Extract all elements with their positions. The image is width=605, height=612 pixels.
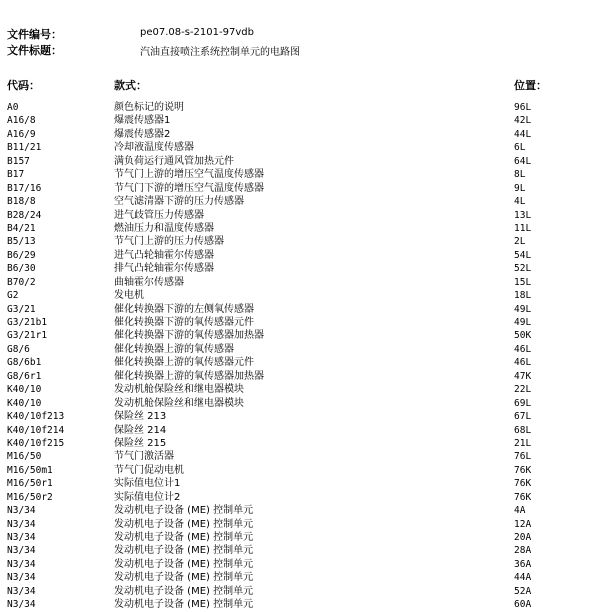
component-code: A16/9 — [7, 128, 36, 140]
component-position: 69L — [514, 397, 532, 409]
component-description: 催化转换器上游的氧传感器元件 — [114, 357, 254, 369]
component-position: 60A — [514, 599, 532, 611]
component-code: M16/50m1 — [7, 464, 53, 476]
component-code: B11/21 — [7, 142, 42, 154]
component-code: K40/10 — [7, 397, 42, 409]
component-description: 曲轴霍尔传感器 — [114, 276, 184, 288]
component-position: 68L — [514, 424, 532, 436]
component-position: 15L — [514, 276, 532, 288]
component-description: 发动机电子设备 (ME) 控制单元 — [114, 545, 254, 557]
component-position: 44A — [514, 572, 532, 584]
component-position: 42L — [514, 115, 532, 127]
component-position: 12A — [514, 518, 532, 530]
component-position: 21L — [514, 437, 532, 449]
file-number-value: pe07.08-s-2101-97vdb — [140, 27, 254, 38]
component-position: 4A — [514, 505, 526, 517]
component-code: N3/34 — [7, 558, 36, 570]
column-header-position: 位置： — [514, 79, 547, 92]
component-description: 节气门激活器 — [114, 451, 174, 463]
component-description: 进气凸轮轴霍尔传感器 — [114, 249, 214, 261]
component-position: 2L — [514, 236, 526, 248]
list-item — [0, 558, 605, 571]
component-code: B6/30 — [7, 263, 36, 275]
list-item — [0, 195, 605, 208]
component-description: 节气门上游的压力传感器 — [114, 236, 224, 248]
component-code: K40/10f214 — [7, 424, 65, 436]
component-code: G2 — [7, 290, 19, 302]
component-code: A16/8 — [7, 115, 36, 127]
component-description: 节气门上游的增压空气温度传感器 — [114, 169, 264, 181]
list-item — [0, 329, 605, 342]
component-position: 11L — [514, 222, 532, 234]
list-item — [0, 303, 605, 316]
component-code: A0 — [7, 102, 19, 113]
component-description: 满负荷运行通风管加热元件 — [114, 155, 234, 167]
component-position: 76L — [514, 451, 532, 463]
component-position: 50K — [514, 330, 532, 342]
component-description: 催化转换器下游的氧传感器加热器 — [114, 330, 264, 342]
list-item — [0, 383, 605, 396]
component-description: 发动机电子设备 (ME) 控制单元 — [114, 518, 254, 530]
component-description: 爆震传感器1 — [114, 115, 171, 127]
list-item — [0, 343, 605, 356]
list-item — [0, 141, 605, 154]
component-code: G3/21r1 — [7, 330, 48, 342]
list-item — [0, 276, 605, 289]
component-code: B4/21 — [7, 222, 36, 234]
list-item — [0, 155, 605, 168]
component-position: 54L — [514, 249, 532, 261]
component-description: 节气门促动电机 — [114, 464, 184, 476]
component-code: B17/16 — [7, 182, 42, 194]
component-description: 发动机电子设备 (ME) 控制单元 — [114, 532, 254, 543]
list-item — [0, 114, 605, 127]
component-position: 76K — [514, 478, 532, 490]
component-position: 67L — [514, 411, 532, 423]
component-code: M16/50r2 — [7, 491, 53, 503]
component-description: 实际值电位计2 — [114, 491, 181, 503]
component-description: 催化转换器上游的氧传感器加热器 — [114, 370, 264, 382]
column-header-code: 代码： — [7, 79, 40, 92]
component-description: 爆震传感器2 — [114, 128, 171, 140]
component-position: 36A — [514, 558, 532, 570]
list-item — [0, 356, 605, 369]
list-item — [0, 128, 605, 141]
component-position: 44L — [514, 128, 532, 140]
component-code: G8/6 — [7, 343, 30, 355]
list-item — [0, 544, 605, 557]
component-description: 颜色标记的说明 — [114, 102, 184, 113]
component-position: 49L — [514, 303, 532, 315]
component-description: 发动机电子设备 (ME) 控制单元 — [114, 505, 254, 517]
component-code: N3/34 — [7, 585, 36, 597]
list-item — [0, 437, 605, 450]
list-item — [0, 397, 605, 410]
component-code: K40/10f213 — [7, 411, 65, 423]
component-code: G8/6b1 — [7, 357, 42, 369]
component-code: G8/6r1 — [7, 370, 42, 382]
file-number-label: 文件编号： — [7, 28, 62, 41]
component-description: 催化转换器下游的左侧氧传感器 — [114, 303, 254, 315]
list-item — [0, 262, 605, 275]
component-code: B5/13 — [7, 236, 36, 248]
column-header-description: 款式： — [114, 79, 147, 92]
component-description: 冷却液温度传感器 — [114, 142, 194, 154]
list-item — [0, 209, 605, 222]
component-position: 46L — [514, 343, 532, 355]
component-description: 催化转换器下游的氧传感器元件 — [114, 317, 254, 328]
component-description: 节气门下游的增压空气温度传感器 — [114, 182, 264, 194]
component-description: 发动机电子设备 (ME) 控制单元 — [114, 599, 254, 611]
component-position: 76K — [514, 464, 532, 476]
component-description: 实际值电位计1 — [114, 478, 181, 490]
component-position: 47K — [514, 370, 532, 382]
component-code: G3/21 — [7, 303, 36, 315]
component-description: 保险丝 214 — [114, 424, 167, 436]
component-description: 保险丝 215 — [114, 437, 167, 449]
component-position: 28A — [514, 545, 532, 557]
component-code: B157 — [7, 155, 30, 167]
component-position: 6L — [514, 142, 526, 154]
list-item — [0, 424, 605, 437]
list-item — [0, 249, 605, 262]
component-code: B18/8 — [7, 196, 36, 208]
component-description: 发动机电子设备 (ME) 控制单元 — [114, 572, 254, 584]
list-item — [0, 464, 605, 477]
component-position: 9L — [514, 182, 526, 194]
list-item — [0, 585, 605, 598]
component-code: B70/2 — [7, 276, 36, 288]
component-position: 49L — [514, 317, 532, 328]
component-description: 发动机舱保险丝和继电器模块 — [114, 397, 244, 409]
list-item — [0, 101, 605, 114]
list-item — [0, 182, 605, 195]
list-item — [0, 316, 605, 329]
component-description: 发动机舱保险丝和继电器模块 — [114, 384, 244, 396]
list-item — [0, 450, 605, 463]
component-description: 发动机电子设备 (ME) 控制单元 — [114, 558, 254, 570]
component-list — [0, 101, 605, 612]
list-item — [0, 222, 605, 235]
list-item — [0, 598, 605, 611]
list-item — [0, 410, 605, 423]
list-item — [0, 571, 605, 584]
list-item — [0, 531, 605, 544]
component-position: 22L — [514, 384, 532, 396]
file-title-label: 文件标题： — [7, 44, 62, 57]
component-position: 64L — [514, 155, 532, 167]
component-description: 发电机 — [114, 290, 144, 302]
component-code: M16/50r1 — [7, 478, 53, 490]
component-code: G3/21b1 — [7, 317, 48, 328]
component-code: N3/34 — [7, 532, 36, 543]
component-position: 76K — [514, 491, 532, 503]
component-description: 燃油压力和温度传感器 — [114, 222, 214, 234]
component-code: N3/34 — [7, 545, 36, 557]
list-item — [0, 370, 605, 383]
component-description: 进气歧管压力传感器 — [114, 209, 204, 221]
component-description: 催化转换器上游的氧传感器 — [114, 343, 234, 355]
component-code: N3/34 — [7, 505, 36, 517]
component-position: 4L — [514, 196, 526, 208]
component-position: 13L — [514, 209, 532, 221]
component-code: N3/34 — [7, 572, 36, 584]
list-item — [0, 289, 605, 302]
list-item — [0, 477, 605, 490]
component-position: 96L — [514, 102, 532, 113]
component-description: 发动机电子设备 (ME) 控制单元 — [114, 585, 254, 597]
component-position: 46L — [514, 357, 532, 369]
list-item — [0, 518, 605, 531]
component-description: 空气滤清器下游的压力传感器 — [114, 196, 244, 208]
component-code: B28/24 — [7, 209, 42, 221]
component-code: B6/29 — [7, 249, 36, 261]
component-description: 保险丝 213 — [114, 411, 167, 423]
component-code: K40/10 — [7, 384, 42, 396]
component-position: 20A — [514, 532, 532, 543]
component-position: 18L — [514, 290, 532, 302]
list-item — [0, 168, 605, 181]
component-code: B17 — [7, 169, 25, 181]
component-position: 52A — [514, 585, 532, 597]
component-code: K40/10f215 — [7, 437, 65, 449]
component-code: M16/50 — [7, 451, 42, 463]
component-code: N3/34 — [7, 599, 36, 611]
list-item — [0, 491, 605, 504]
component-position: 52L — [514, 263, 532, 275]
file-title-value: 汽油直接喷注系统控制单元的电路图 — [140, 47, 300, 58]
component-code: N3/34 — [7, 518, 36, 530]
component-description: 排气凸轮轴霍尔传感器 — [114, 263, 214, 275]
list-item — [0, 504, 605, 517]
list-item — [0, 235, 605, 248]
component-position: 8L — [514, 169, 526, 181]
